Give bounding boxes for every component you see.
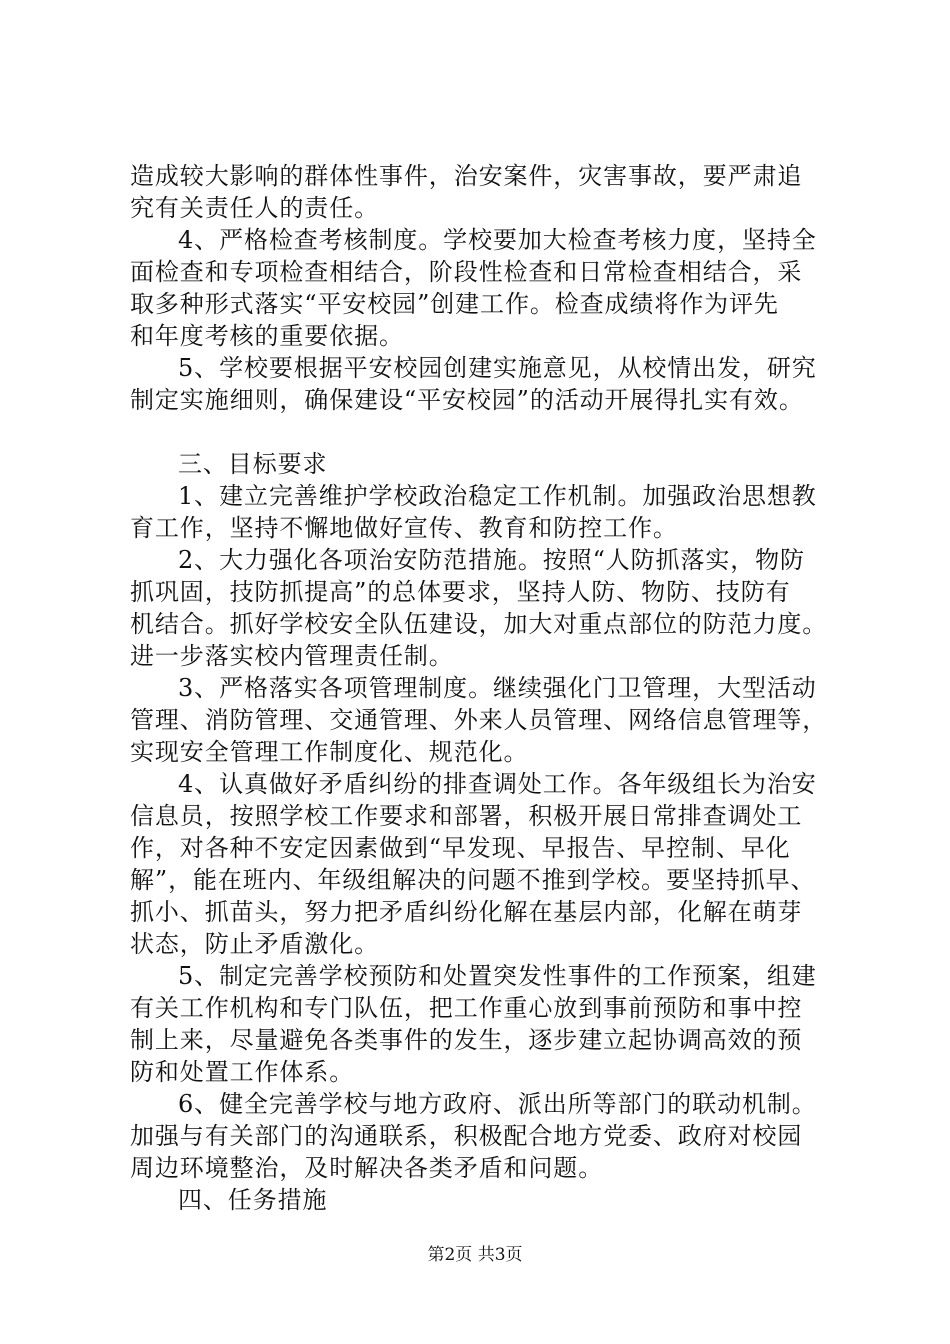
paragraph-gap: [130, 416, 830, 448]
text-line: 3、严格落实各项管理制度。继续强化门卫管理，大型活动: [178, 674, 817, 702]
text-line: 面检查和专项检查相结合，阶段性检查和日常检查相结合，采: [130, 258, 803, 286]
text-line: 制定实施细则，确保建设“平安校园”的活动开展得扎实有效。: [130, 386, 804, 414]
section-heading: 四、任务措施: [178, 1186, 328, 1214]
text-line: 4、认真做好矛盾纠纷的排查调处工作。各年级组长为治安: [178, 770, 817, 798]
text-line: 解”，能在班内、年级组解决的问题不推到学校。要坚持抓早、: [130, 866, 816, 894]
text-line: 5、制定完善学校预防和处置突发性事件的工作预案，组建: [178, 962, 817, 990]
text-line: 究有关责任人的责任。: [130, 194, 379, 222]
text-line: 机结合。抓好学校安全队伍建设，加大对重点部位的防范力度。: [130, 610, 828, 638]
text-line: 实现安全管理工作制度化、规范化。: [130, 738, 529, 766]
text-line: 造成较大影响的群体性事件，治安案件，灾害事故，要严肃追: [130, 162, 803, 190]
text-line: 加强与有关部门的沟通联系，积极配合地方党委、政府对校园: [130, 1122, 803, 1150]
text-line: 6、健全完善学校与地方政府、派出所等部门的联动机制。: [178, 1090, 817, 1118]
text-line: 制上来，尽量避免各类事件的发生，逐步建立起协调高效的预: [130, 1026, 803, 1054]
text-line: 有关工作机构和专门队伍，把工作重心放到事前预防和事中控: [130, 994, 803, 1022]
text-line: 2、大力强化各项治安防范措施。按照“人防抓落实，物防: [178, 546, 805, 574]
text-line: 信息员，按照学校工作要求和部署，积极开展日常排查调处工: [130, 802, 803, 830]
text-line: 状态，防止矛盾激化。: [130, 930, 379, 958]
text-line: 抓小、抓苗头，努力把矛盾纠纷化解在基层内部，化解在萌芽: [130, 898, 803, 926]
text-line: 4、严格检查考核制度。学校要加大检查考核力度，坚持全: [178, 226, 817, 254]
section-heading: 三、目标要求: [178, 450, 328, 478]
text-line: 取多种形式落实“平安校园”创建工作。检查成绩将作为评先: [130, 290, 779, 318]
text-line: 作，对各种不安定因素做到“早发现、早报告、早控制、早化: [130, 834, 791, 862]
text-line: 防和处置工作体系。: [130, 1058, 355, 1086]
text-line: 1、建立完善维护学校政治稳定工作机制。加强政治思想教: [178, 482, 817, 510]
text-line: 周边环境整治，及时解决各类矛盾和问题。: [130, 1154, 604, 1182]
document-body: [130, 160, 830, 1216]
text-line: 和年度考核的重要依据。: [130, 322, 404, 350]
text-line: 进一步落实校内管理责任制。: [130, 642, 454, 670]
text-line: 育工作，坚持不懈地做好宣传、教育和防控工作。: [130, 514, 678, 542]
text-line: 5、学校要根据平安校园创建实施意见，从校情出发，研究: [178, 354, 817, 382]
text-line: 管理、消防管理、交通管理、外来人员管理、网络信息管理等，: [130, 706, 828, 734]
text-line: 抓巩固，技防抓提高”的总体要求，坚持人防、物防、技防有: [130, 578, 791, 606]
page-footer: 第2页 共3页: [427, 1245, 523, 1265]
